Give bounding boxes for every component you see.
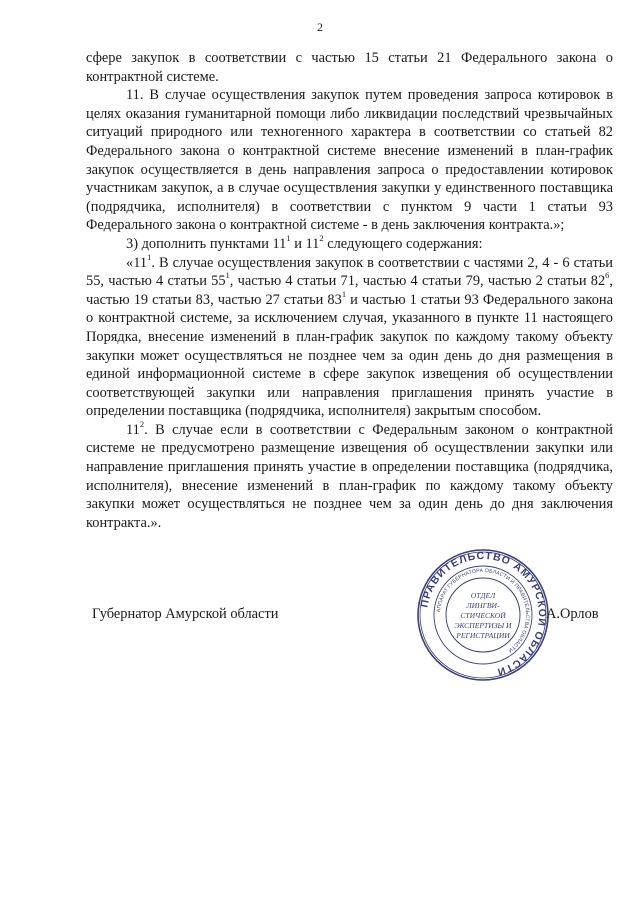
text-run: , частью 4 статьи 71, частью 4 статьи 79, частью 2 статьи 82 bbox=[229, 273, 606, 290]
official-stamp bbox=[416, 548, 550, 682]
text-run: и частью 1 статьи 93 Федерального закона о контрактной системе, за исключением случая, указанного в пункте 11 настоящего Порядка, внесение изменений в план-график закупок по каждому такому объекту закупки может осуществляться не позднее чем за один день до дня размещения в единой информационной системе в сфере закупок извещения об осуществлении соответствующей закупки или направления приглашения принять участие в определении поставщика (подрядчика, исполнителя) закрытым способом. bbox=[86, 291, 613, 420]
text-run: . В случае осуществления закупок в соответствии с частями 2, 4 - 6 статьи 55, частью 4 статьи 55 bbox=[86, 254, 613, 290]
paragraph-continuation: сфере закупок в соответствии с частью 15 статьи 21 Федерального закона о контрактной системе. bbox=[86, 50, 613, 85]
text-run: , частью 19 статьи 83, частью 27 статьи 83 bbox=[86, 273, 613, 308]
text-run: «11 bbox=[126, 254, 148, 271]
stamp-inner-text: АППАРАТ ГУБЕРНАТОРА ОБЛАСТИ И ПРАВИТЕЛЬСТВА ОБЛАСТИ bbox=[436, 567, 531, 654]
superscript: 1 bbox=[341, 288, 347, 299]
text-run: 3) дополнить пунктами 11 bbox=[126, 235, 287, 252]
paragraph-amendment-3 bbox=[86, 235, 613, 254]
stamp-center-line: СТИЧЕСКОЙ bbox=[460, 611, 506, 620]
page-number: 2 bbox=[317, 20, 323, 34]
superscript: 2 bbox=[319, 233, 324, 244]
paragraph-item-11-1 bbox=[86, 251, 613, 421]
paragraph-item-11-2 bbox=[86, 421, 613, 533]
text-run: следующего содержания: bbox=[323, 235, 483, 252]
stamp-outer-text: ПРАВИТЕЛЬСТВО АМУРСКОЙ ОБЛАСТИ bbox=[418, 549, 549, 679]
stamp-center-line: ЭКСПЕРТИЗЫ И bbox=[454, 621, 512, 630]
superscript: 1 bbox=[286, 233, 291, 244]
text-run: . В случае если в соответствии с Федеральным законом о контрактной системе не предусмотрено размещение извещения об осуществлении закупки или направление приглашения принять участие в определении поставщика (подрядчика, исполнителя), внесение изменений в план-график по каждому такому объекту закупки может осуществляться не позднее чем за один день до дня заключения контракта.». bbox=[86, 421, 613, 531]
superscript: 1 bbox=[147, 251, 152, 262]
superscript: 1 bbox=[225, 270, 230, 281]
superscript: 2 bbox=[139, 419, 145, 430]
stamp-center-line: ОТДЕЛ bbox=[470, 591, 496, 600]
stamp-center-line: ЛИНГВИ- bbox=[466, 601, 500, 610]
signature-title: Губернатор Амурской области bbox=[92, 606, 279, 622]
superscript: 6 bbox=[605, 270, 610, 281]
stamp-center-line: РЕГИСТРАЦИИ bbox=[456, 631, 510, 640]
signatory-name: А.Орлов bbox=[546, 606, 599, 622]
text-run: и 11 bbox=[290, 235, 320, 252]
paragraph-item-11: 11. В случае осуществления закупок путем проведения запроса котировок в целях оказания гуманитарной помощи либо ликвидации последствий чрезвычайных ситуаций природного или техногенного характера в соответствии со статьей 82 Федерального закона о контрактной системе внесение изменений в план-график закупок осуществляется в день направления запроса о предоставлении котировок участникам закупок, а в случае осуществления закупки у единственного поставщика (подрядчика, исполнителя) в соответствии с пунктом 9 части 1 статьи 93 Федерального закона о контрактной системе - в день заключения контракта.»; bbox=[86, 87, 613, 234]
document-body bbox=[86, 49, 613, 532]
text-run: 11 bbox=[126, 421, 140, 438]
